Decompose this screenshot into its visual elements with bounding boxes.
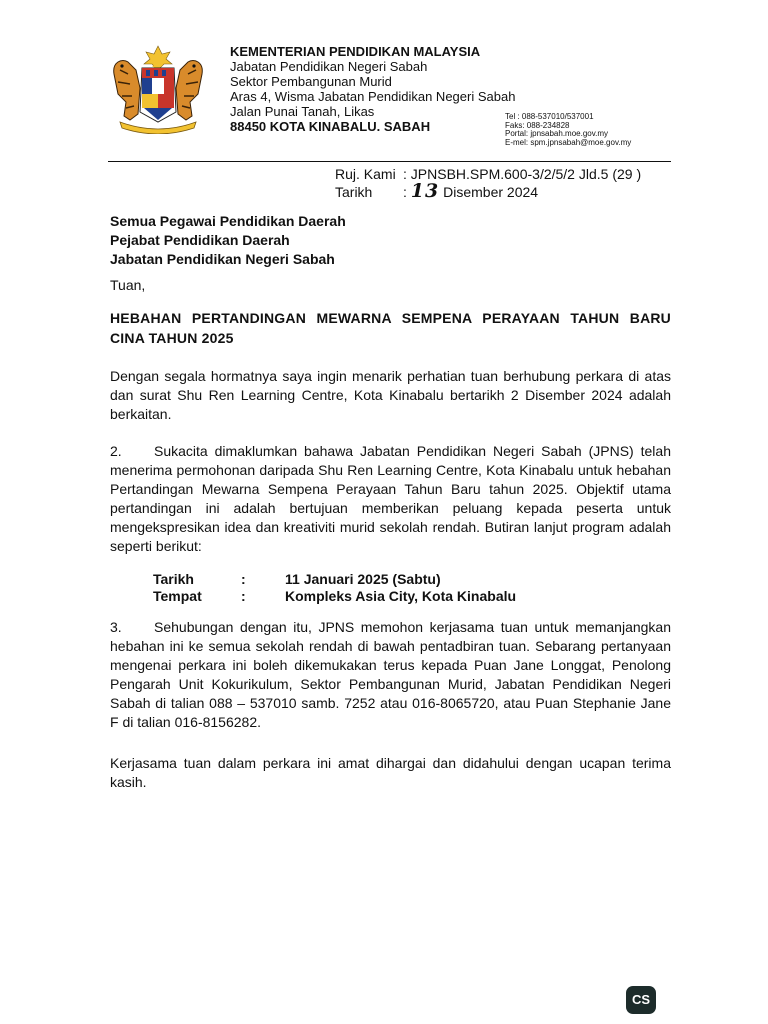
detail-colon: :: [241, 571, 246, 587]
paragraph-text: Sukacita dimaklumkan bahawa Jabatan Pendidikan Negeri Sabah (JPNS) telah menerima permohonan daripada Shu Ren Learning Centre, Kota Kinabalu untuk hebahan Pertandingan Mewarna Sempena Perayaan Tahun Baru tahun 2025. Objektif utama pertandingan ini adalah bertujuan memberikan peluang kepada peserta untuk mengekspresikan idea dan kreativiti murid sekolah rendah. Butiran lanjut program adalah seperti berikut:: [110, 443, 671, 554]
address-line-1: Aras 4, Wisma Jabatan Pendidikan Negeri Sabah: [230, 89, 516, 104]
malaysia-coat-of-arms-icon: [106, 44, 210, 134]
address-line-2: Jalan Punai Tanah, Likas: [230, 104, 375, 119]
handwritten-day: 13: [410, 180, 440, 202]
sector-name: Sektor Pembangunan Murid: [230, 74, 392, 89]
recipient-line: Jabatan Pendidikan Negeri Sabah: [110, 251, 335, 267]
detail-label: Tarikh: [153, 571, 194, 587]
reference-label: Ruj. Kami: [335, 166, 396, 182]
detail-value: 11 Januari 2025 (Sabtu): [285, 571, 441, 587]
recipient-line: Semua Pegawai Pendidikan Daerah: [110, 213, 346, 229]
camscanner-badge: CS: [626, 986, 656, 1014]
address-postcode: 88450 KOTA KINABALU. SABAH: [230, 119, 431, 134]
recipient-block: [110, 212, 346, 269]
ministry-name: KEMENTERIAN PENDIDIKAN MALAYSIA: [230, 44, 481, 59]
contact-portal: Portal: jpnsabah.moe.gov.my: [505, 129, 609, 139]
paragraph-1: Dengan segala hormatnya saya ingin menarik perhatian tuan berhubung perkara di atas dan surat Shu Ren Learning Centre, Kota Kinabalu bertarikh 2 Disember 2024 adalah berkaitan.: [110, 368, 671, 422]
reference-line: [335, 166, 641, 183]
department-name: Jabatan Pendidikan Negeri Sabah: [230, 59, 428, 74]
event-details: [153, 571, 516, 605]
contact-block: [505, 113, 631, 147]
date-month-year: Disember 2024: [443, 184, 539, 200]
letter-subject: HEBAHAN PERTANDINGAN MEWARNA SEMPENA PERAYAAN TAHUN BARU CINA TAHUN 2025: [110, 310, 671, 346]
recipient-line: Pejabat Pendidikan Daerah: [110, 232, 290, 248]
letterhead-address: [230, 44, 515, 134]
reference-value: : JPNSBH.SPM.600-3/2/5/2 Jld.5 (29 ): [403, 166, 642, 182]
paragraph-2: [110, 442, 671, 556]
date-line: [335, 180, 641, 202]
date-label: Tarikh: [335, 184, 373, 200]
paragraph-text: Sehubungan dengan itu, JPNS memohon kerjasama tuan untuk memanjangkan hebahan ini ke semua sekolah rendah di bawah pentadbiran tuan. Sebarang pertanyaan mengenai perkara ini boleh dikemukakan terus kepada Puan Jane Longgat, Penolong Pengarah Unit Kokurikulum, Sektor Pembangunan Murid, Jabatan Pendidikan Negeri Sabah di talian 088 – 537010 samb. 7252 atau 016-8065720, atau Puan Stephanie Jane F di talian 016-8156282.: [110, 619, 671, 730]
reference-block: [335, 166, 641, 201]
paragraph-4: Kerjasama tuan dalam perkara ini amat dihargai dan didahului dengan ucapan terima kasih.: [110, 755, 671, 790]
salutation: Tuan,: [110, 277, 146, 293]
paragraph-number: 3.: [110, 619, 122, 635]
contact-tel: Tel : 088-537010/537001: [505, 112, 594, 121]
contact-fax: Faks: 088-234828: [505, 120, 570, 130]
date-colon: :: [403, 184, 407, 200]
detail-row-venue: [153, 588, 516, 605]
detail-value: Kompleks Asia City, Kota Kinabalu: [285, 588, 517, 604]
detail-colon: :: [241, 588, 246, 604]
header-divider: [108, 161, 671, 162]
detail-label: Tempat: [153, 588, 202, 604]
detail-row-date: [153, 571, 516, 588]
paragraph-number: 2.: [110, 443, 122, 459]
contact-email: E-mel: spm.jpnsabah@moe.gov.my: [505, 137, 632, 147]
paragraph-3: [110, 618, 671, 732]
